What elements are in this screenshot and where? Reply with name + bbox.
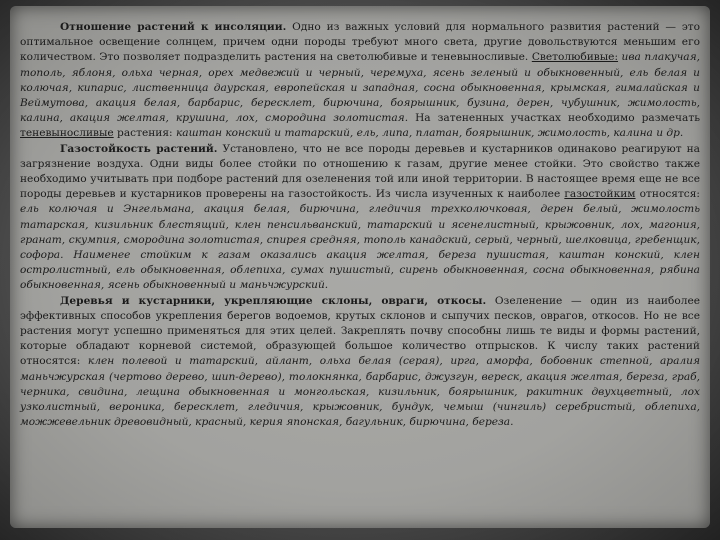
light-loving-list: ива плакучая, тополь, яблоня, ольха черная, орех медвежий и черный, черемуха, ясень зеленый и обыкновенный, ель белая и колючая, кипарис, лиственница даурская, европейская и западная, сосна обыкновенная, крымская, гималайская и Веймутова, акация белая, барбарис, бересклет, бирючина, боярышник, бузина, дерен, чубушник, жимолость, калина, акация желтая, крушина, лох, смородина золотистая.	[20, 51, 700, 125]
gas-intro: Установлено, что не все породы деревьев и кустарников одинаково реагируют на загрязнение воздуха. Одни виды более стойки по отношению к газам, другие менее стойки. Это свойство также необходимо учитывать при подборе растений для озеленения той или иной территории. В настоящее время еще не все породы деревьев и кустарников проверены на газостойкость. Из числа изученных к наиболее	[20, 142, 700, 201]
slope-plants-list: клен полевой и татарский, айлант, ольха белая (серая), ирга, аморфа, бобовник степной, аралия маньчжурская (чертово дерево, шип-дерево), толокнянка, барбарис, джузгун, вереск, акация желтая, береза, граб, черника, свидина, лещина обыкновенная и монгольская, кизильник, боярышник, ракитник двухцветный, лох узколистный, вероника, бересклет, гледичия, крыжовник, бундук, чемыш (чингиль) серебристый, облепиха, можжевельник древовидный, красный, керия японская, багульник, бирючина, береза.	[20, 355, 700, 429]
insolation-intro: Одно из важных условий для нормального развития растений — это оптимальное освещение солнцем, причем одни породы требуют много света, другие довольствуются меньшим его количеством. Это позволяет подразделить растения на светолюбивые и теневыносливые.	[20, 21, 701, 64]
gas-connector: относятся:	[635, 188, 700, 201]
document-body	[20, 20, 700, 430]
term-light-loving: Светолюбивые:	[531, 51, 619, 64]
heading-insolation: Отношение растений к инсоляции.	[60, 21, 287, 33]
slopes-intro: Озеленение — один из наиболее эффективных способов укрепления берегов водоемов, крутых склонов и сыпучих песков, оврагов, откосов. Но не все растения могут успешно применяться для этих целей. Закреплять почву способны лишь те виды и формы растений, которые обладают корневой системой, образующей большое количество отпрысков. К числу таких растений относятся:	[20, 294, 700, 368]
shade-connector: растения:	[113, 127, 176, 140]
heading-gas-resistance: Газостойкость растений.	[60, 142, 218, 155]
term-shade-tolerant: теневыносливые	[20, 127, 114, 140]
term-gas-resistant: газостойким	[564, 188, 636, 201]
paragraph-slopes	[20, 294, 700, 431]
shade-intro: На затененных участках необходимо размечать	[408, 112, 700, 125]
paragraph-gas-resistance	[20, 142, 700, 294]
heading-slopes: Деревья и кустарники, укрепляющие склоны, овраги, откосы.	[60, 294, 487, 307]
gas-resistant-list: ель колючая и Энгельмана, акация белая, бирючина, гледичия трехколючковая, дерен белый, жимолость татарская, кизильник блестящий, клен пенсильванский, татарский и ясенелистный, крыжовник, лох, магония, гранат, скумпия, смородина золотистая, спирея средняя, тополь канадский, серый, черный, шелковица, гребенщик, софора. Наименее стойким к газам оказались акация желтая, береза пушистая, каштан конский, клен остролистный, ель обыкновенная, облепиха, сумах пушистый, сирень обыкновенная, сосна обыкновенная, рябина обыкновенная, ясень обыкновенный и маньчжурский.	[20, 203, 700, 292]
paragraph-insolation	[20, 20, 700, 142]
shade-tolerant-list: каштан конский и татарский, ель, липа, платан, боярышник, жимолость, калина и др.	[175, 127, 684, 140]
